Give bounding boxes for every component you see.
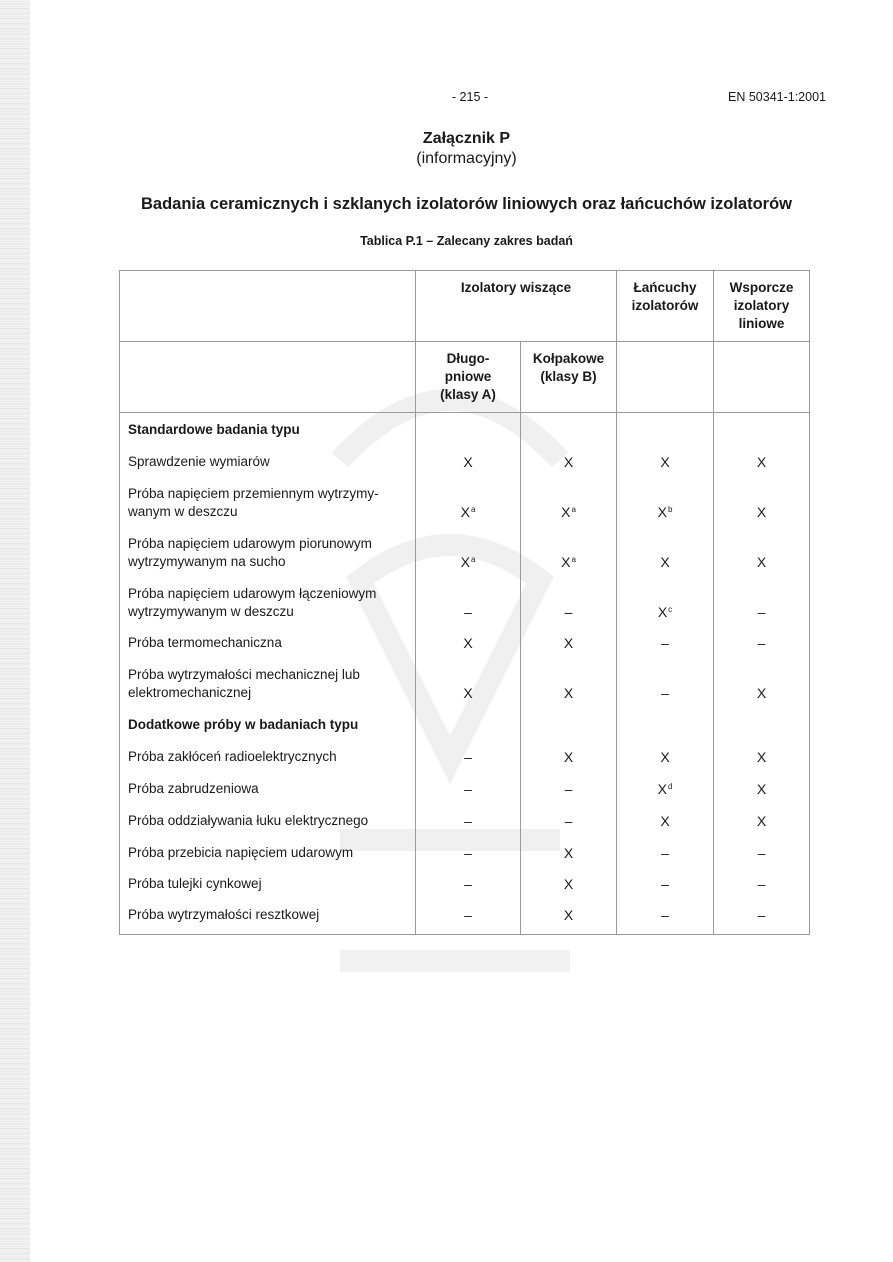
footnote-marker: c: [668, 605, 673, 614]
applicability-mark: [757, 503, 766, 527]
table-cell: [416, 740, 520, 772]
table-row-label: [120, 899, 415, 930]
table-cell: [714, 772, 809, 804]
header-suspension-insulators: [416, 271, 617, 342]
applicability-mark: [658, 780, 673, 804]
table-cell: [521, 627, 616, 658]
mark-symbol: X: [463, 685, 473, 701]
test-name-line: wytrzymywanym w deszczu: [128, 604, 294, 619]
test-name: [120, 844, 363, 868]
body-labels-column: [120, 413, 416, 935]
mark-symbol: X: [460, 504, 470, 520]
applicability-mark: [564, 684, 573, 708]
applicability-mark: [463, 634, 472, 658]
mark-symbol: –: [464, 604, 472, 620]
table-caption: Tablica P.1 – Zalecany zakres badań: [360, 234, 573, 248]
test-name: [120, 585, 386, 627]
test-name: [120, 535, 382, 577]
subheader-cap-pin-line: Kołpakowe: [532, 351, 605, 366]
header-chains-line: Łańcuchy: [633, 280, 697, 295]
mark-symbol: –: [757, 876, 766, 892]
applicability-mark: [464, 603, 472, 627]
mark-symbol: X: [563, 876, 574, 892]
header-post-insulators: [714, 271, 810, 342]
page-number: - 215 -: [451, 90, 489, 104]
table-cell: [416, 658, 520, 708]
mark-symbol: –: [661, 685, 669, 701]
applicability-mark: [758, 634, 766, 658]
table-cell: [714, 740, 809, 772]
table-cell: [714, 577, 809, 627]
table-cell: [617, 868, 713, 899]
test-name-line: Próba wytrzymałości resztkowej: [128, 907, 320, 922]
applicability-mark: [661, 844, 669, 868]
test-name-line: Próba wytrzymałości mechanicznej lub: [128, 667, 360, 682]
table-row-label: [120, 658, 415, 708]
applicability-mark: [564, 453, 573, 477]
test-name-line: wanym w deszczu: [128, 504, 238, 519]
table-cell: [416, 899, 520, 930]
applicability-mark: [565, 603, 573, 627]
subheader-cap-and-pin: [521, 342, 617, 413]
table-cell: [714, 836, 809, 868]
applicability-mark: [564, 906, 573, 930]
table-cell: [617, 477, 713, 527]
mark-symbol: –: [757, 907, 766, 923]
applicability-mark: [758, 906, 766, 930]
applicability-mark: [661, 634, 669, 658]
mark-symbol: –: [464, 813, 472, 829]
subheader-long-rod-line: (klasy A): [440, 387, 496, 402]
mark-symbol: –: [464, 749, 472, 765]
mark-symbol: X: [463, 454, 473, 470]
mark-symbol: X: [561, 504, 571, 520]
applicability-mark: [660, 812, 669, 836]
subheader-empty-cell: [714, 342, 810, 413]
applicability-mark: [757, 684, 766, 708]
subheader-cap-pin-line: (klasy B): [540, 369, 597, 384]
test-name: [120, 485, 389, 527]
mark-symbol: –: [564, 813, 573, 829]
applicability-mark: [758, 844, 766, 868]
table-cell: [617, 740, 713, 772]
table-row-label: [120, 527, 415, 577]
applicability-mark: [464, 875, 472, 899]
mark-symbol: –: [464, 845, 472, 861]
test-name-line: Próba zabrudzeniowa: [128, 781, 259, 796]
table-cell: [521, 899, 616, 930]
test-name-line: wytrzymywanym na sucho: [128, 554, 286, 569]
mark-symbol: X: [657, 604, 668, 620]
test-name: [120, 748, 347, 772]
applicability-mark: [757, 748, 766, 772]
applicability-mark: [564, 748, 573, 772]
mark-symbol: X: [563, 454, 574, 470]
table-cell: [416, 627, 520, 658]
table-cell: [617, 577, 713, 627]
table-row-label: [120, 477, 415, 527]
applicability-mark: [561, 503, 576, 527]
mark-symbol: X: [660, 749, 670, 765]
test-name-line: Sprawdzenie wymiarów: [128, 454, 270, 469]
document-title: Badania ceramicznych i szklanych izolatorów liniowych oraz łańcuchów izolatorów: [141, 195, 792, 213]
header-insulator-chains: [617, 271, 714, 342]
test-name-line: Próba napięciem udarowym łączeniowym: [128, 586, 377, 601]
applicability-mark: [565, 780, 573, 804]
mark-symbol: –: [464, 876, 472, 892]
standard-number: EN 50341-1:2001: [728, 90, 826, 104]
mark-symbol: X: [657, 504, 667, 520]
table-cell: [714, 804, 809, 836]
table-cell: [521, 868, 616, 899]
header-post-line: Wsporcze: [729, 280, 794, 295]
mark-symbol: X: [561, 554, 571, 570]
section-heading-row: [120, 708, 415, 740]
test-name-line: Próba zakłóceń radioelektrycznych: [128, 749, 337, 764]
table-cell: [617, 413, 713, 445]
annex-subtitle: (informacyjny): [416, 150, 517, 167]
mark-symbol: X: [756, 781, 767, 797]
table-cell: [521, 708, 616, 740]
header-empty-cell: [120, 271, 416, 342]
mark-symbol: –: [564, 604, 573, 620]
mark-symbol: –: [564, 781, 573, 797]
applicability-mark: [658, 603, 672, 627]
section-heading: [120, 716, 368, 740]
mark-symbol: X: [563, 907, 574, 923]
table-cell: [416, 836, 520, 868]
table-cell: [617, 899, 713, 930]
test-name: [120, 780, 269, 804]
footnote-marker: a: [571, 505, 576, 514]
annex-title: Załącznik P: [422, 130, 511, 147]
table-cell: [714, 868, 809, 899]
test-name-line: Dodatkowe próby w badaniach typu: [128, 717, 359, 732]
applicability-mark: [464, 748, 472, 772]
test-name-line: Próba napięciem przemiennym wytrzymy-: [128, 486, 379, 501]
test-name: [120, 875, 272, 899]
test-name-line: Standardowe badania typu: [128, 422, 300, 437]
table-cell: [416, 413, 520, 445]
test-name: [120, 666, 370, 708]
test-name: [120, 812, 378, 836]
body-chains-column: [617, 413, 714, 935]
table-cell: [617, 836, 713, 868]
applicability-mark: [564, 634, 573, 658]
table-cell: [617, 804, 713, 836]
table-cell: [617, 527, 713, 577]
mark-symbol: X: [660, 813, 670, 829]
table-row-label: [120, 868, 415, 899]
table-cell: [521, 445, 616, 477]
table-cell: [416, 527, 520, 577]
table-cell: [617, 658, 713, 708]
applicability-mark: [463, 684, 472, 708]
header-post-line: izolatory: [733, 298, 790, 313]
table-cell: [714, 445, 809, 477]
table-cell: [714, 527, 809, 577]
table-cell: [617, 772, 713, 804]
applicability-mark: [561, 553, 576, 577]
table-cell: [521, 477, 616, 527]
table-row-label: [120, 577, 415, 627]
table-row-label: [120, 445, 415, 477]
table-cell: [617, 445, 713, 477]
mark-symbol: X: [756, 554, 767, 570]
applicability-mark: [658, 503, 673, 527]
table-row-label: [120, 627, 415, 658]
applicability-mark: [564, 875, 573, 899]
table-cell: [521, 577, 616, 627]
applicability-mark: [660, 453, 669, 477]
mark-symbol: –: [661, 876, 669, 892]
body-long-rod-column: [416, 413, 521, 935]
mark-symbol: X: [563, 685, 574, 701]
applicability-mark: [564, 844, 573, 868]
applicability-mark: [757, 553, 766, 577]
applicability-mark: [757, 812, 766, 836]
subheader-empty-cell: [617, 342, 714, 413]
table-cell: [416, 477, 520, 527]
mark-symbol: X: [660, 454, 670, 470]
test-name: [120, 906, 329, 930]
table-row-label: [120, 836, 415, 868]
mark-symbol: X: [563, 845, 574, 861]
footnote-marker: b: [667, 505, 673, 514]
table-cell: [416, 708, 520, 740]
mark-symbol: X: [756, 685, 767, 701]
test-name: [120, 634, 292, 658]
applicability-mark: [565, 812, 573, 836]
scan-edge-artifact: [0, 0, 30, 1262]
header-post-line: liniowe: [738, 316, 785, 331]
mark-symbol: X: [756, 813, 767, 829]
mark-symbol: –: [464, 781, 472, 797]
mark-symbol: X: [756, 454, 767, 470]
footnote-marker: a: [571, 555, 576, 564]
table-cell: [416, 868, 520, 899]
mark-symbol: –: [464, 907, 472, 923]
table-cell: [521, 658, 616, 708]
table-cell: [617, 627, 713, 658]
footnote-marker: a: [470, 505, 476, 514]
mark-symbol: X: [657, 781, 667, 797]
body-post-column: [714, 413, 810, 935]
table-cell: [521, 836, 616, 868]
mark-symbol: –: [661, 907, 669, 923]
footnote-marker: d: [667, 782, 673, 791]
subheader-empty-cell: [120, 342, 416, 413]
mark-symbol: X: [563, 635, 574, 651]
table-cell: [521, 740, 616, 772]
mark-symbol: X: [756, 504, 767, 520]
test-name: [120, 453, 280, 477]
applicability-mark: [758, 875, 766, 899]
table-cell: [714, 658, 809, 708]
table-cell: [714, 899, 809, 930]
mark-symbol: X: [463, 635, 473, 651]
header-chains-line: izolatorów: [631, 298, 699, 313]
applicability-mark: [661, 684, 669, 708]
test-scope-table: [119, 270, 810, 935]
table-cell: [521, 527, 616, 577]
applicability-mark: [461, 553, 476, 577]
test-name-line: Próba oddziaływania łuku elektrycznego: [128, 813, 369, 828]
applicability-mark: [758, 603, 766, 627]
applicability-mark: [461, 503, 476, 527]
section-heading: [120, 421, 310, 445]
table-cell: [416, 804, 520, 836]
applicability-mark: [660, 553, 669, 577]
test-name-line: Próba przebicia napięciem udarowym: [128, 845, 354, 860]
table-cell: [416, 577, 520, 627]
applicability-mark: [463, 453, 472, 477]
table-cell: [521, 772, 616, 804]
table-row-label: [120, 740, 415, 772]
test-name-line: Próba tulejki cynkowej: [128, 876, 262, 891]
test-name-line: Próba napięciem udarowym piorunowym: [128, 536, 372, 551]
body-cap-pin-column: [521, 413, 617, 935]
table-cell: [617, 708, 713, 740]
section-heading-row: [120, 413, 415, 445]
test-name-line: Próba termomechaniczna: [128, 635, 282, 650]
header-suspension-label: Izolatory wiszące: [460, 280, 572, 295]
mark-symbol: –: [757, 845, 766, 861]
table-cell: [714, 413, 809, 445]
mark-symbol: –: [757, 635, 766, 651]
subheader-long-rod-line: pniowe: [444, 369, 492, 384]
applicability-mark: [464, 844, 472, 868]
mark-symbol: X: [756, 749, 767, 765]
mark-symbol: X: [660, 554, 670, 570]
applicability-mark: [464, 780, 472, 804]
test-name-line: elektromechanicznej: [128, 685, 252, 700]
footnote-marker: a: [470, 555, 476, 564]
table-cell: [714, 708, 809, 740]
applicability-mark: [661, 906, 669, 930]
mark-symbol: X: [563, 749, 574, 765]
mark-symbol: X: [460, 554, 470, 570]
applicability-mark: [464, 906, 472, 930]
mark-symbol: –: [661, 635, 669, 651]
table-row-label: [120, 804, 415, 836]
table-cell: [416, 772, 520, 804]
mark-symbol: –: [757, 604, 766, 620]
table-cell: [521, 804, 616, 836]
applicability-mark: [464, 812, 472, 836]
table-cell: [714, 627, 809, 658]
subheader-long-rod-line: Długo-: [446, 351, 490, 366]
applicability-mark: [660, 748, 669, 772]
table-cell: [714, 477, 809, 527]
applicability-mark: [757, 780, 766, 804]
subheader-long-rod: [416, 342, 521, 413]
table-row-label: [120, 772, 415, 804]
mark-symbol: –: [661, 845, 669, 861]
table-cell: [521, 413, 616, 445]
applicability-mark: [757, 453, 766, 477]
table-cell: [416, 445, 520, 477]
applicability-mark: [661, 875, 669, 899]
